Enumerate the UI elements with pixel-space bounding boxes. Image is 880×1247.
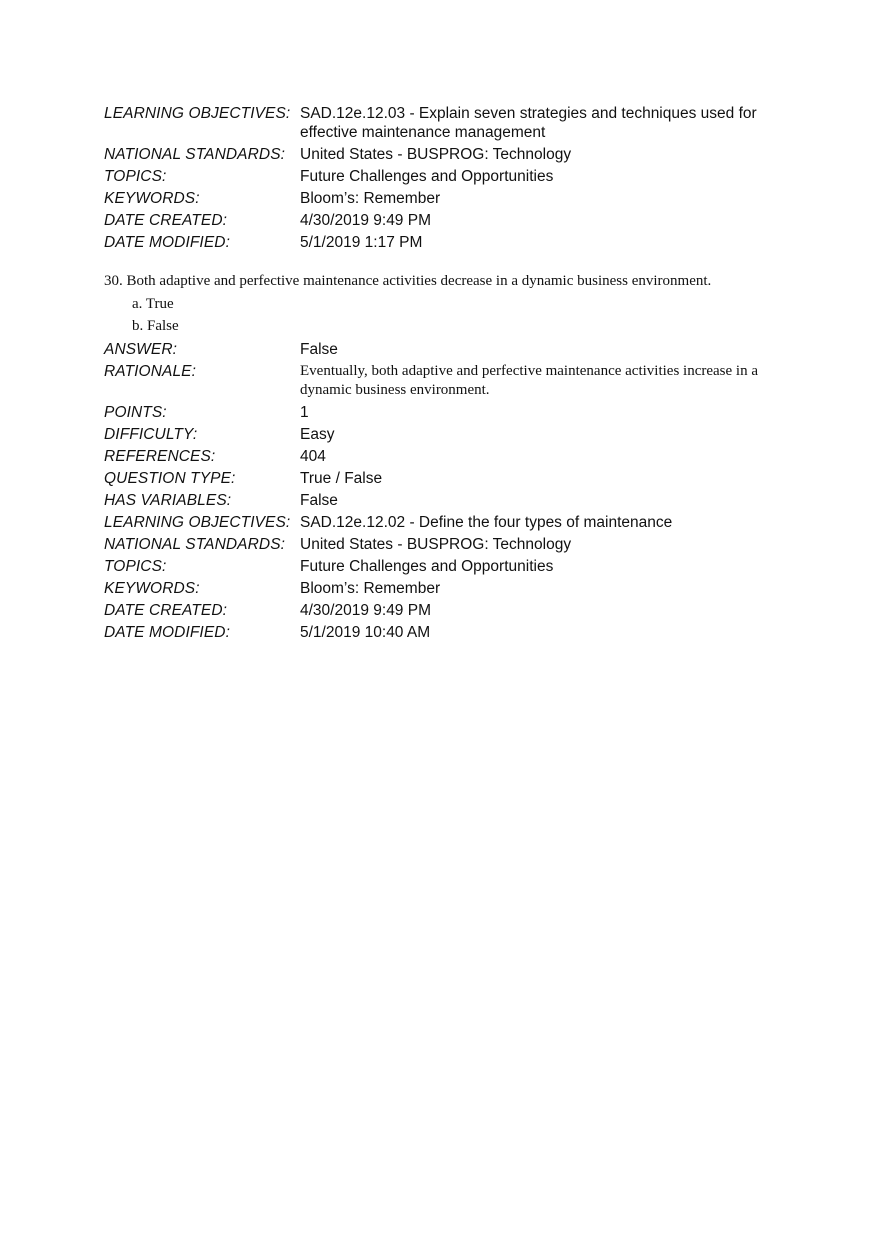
meta-label: KEYWORDS: xyxy=(104,190,200,207)
meta-row-national-standards xyxy=(104,145,784,164)
meta-value: Future Challenges and Opportunities xyxy=(300,558,554,575)
answer-options xyxy=(104,293,784,337)
meta-label: KEYWORDS: xyxy=(104,580,200,597)
question-metadata xyxy=(104,340,784,642)
question-text: 30. Both adaptive and perfective maintenance activities decrease in a dynamic business environment. xyxy=(104,273,712,289)
meta-row-references xyxy=(104,447,784,466)
meta-label: QUESTION TYPE: xyxy=(104,470,236,487)
meta-label: DATE MODIFIED: xyxy=(104,234,230,251)
meta-label: NATIONAL STANDARDS: xyxy=(104,536,286,553)
meta-value: False xyxy=(300,492,338,509)
meta-row-learning-objectives xyxy=(104,104,784,142)
meta-row-date-modified xyxy=(104,233,784,252)
meta-value: 4/30/2019 9:49 PM xyxy=(300,212,431,229)
meta-row-topics xyxy=(104,557,784,576)
previous-question-metadata xyxy=(104,104,784,252)
document-page xyxy=(104,104,784,645)
meta-row-difficulty xyxy=(104,425,784,444)
meta-row-date-created xyxy=(104,601,784,620)
meta-label: DATE CREATED: xyxy=(104,212,228,229)
meta-label: TOPICS: xyxy=(104,558,167,575)
meta-label: ANSWER: xyxy=(104,341,178,358)
meta-value: Bloom’s: Remember xyxy=(300,580,441,597)
meta-value: 1 xyxy=(300,404,309,421)
meta-value: 5/1/2019 1:17 PM xyxy=(300,234,423,251)
option-true: a. True xyxy=(132,296,174,312)
meta-label: LEARNING OBJECTIVES: xyxy=(104,105,291,122)
meta-label: TOPICS: xyxy=(104,168,167,185)
meta-row-date-created xyxy=(104,211,784,230)
meta-value: 5/1/2019 10:40 AM xyxy=(300,624,431,641)
option-false: b. False xyxy=(132,318,179,334)
meta-value: True / False xyxy=(300,470,383,487)
meta-value: Future Challenges and Opportunities xyxy=(300,168,554,185)
meta-row-date-modified xyxy=(104,623,784,642)
meta-row-learning-objectives xyxy=(104,513,784,532)
meta-row-keywords xyxy=(104,579,784,598)
meta-label: DATE CREATED: xyxy=(104,602,228,619)
meta-value: Bloom’s: Remember xyxy=(300,190,441,207)
meta-label: RATIONALE: xyxy=(104,363,197,380)
meta-row-national-standards xyxy=(104,535,784,554)
meta-label: REFERENCES: xyxy=(104,448,216,465)
meta-value: 4/30/2019 9:49 PM xyxy=(300,602,431,619)
meta-label: HAS VARIABLES: xyxy=(104,492,232,509)
meta-row-question-type xyxy=(104,469,784,488)
meta-row-points xyxy=(104,403,784,422)
meta-value: United States - BUSPROG: Technology xyxy=(300,146,572,163)
meta-row-topics xyxy=(104,167,784,186)
meta-value: Easy xyxy=(300,426,335,443)
meta-row-keywords xyxy=(104,189,784,208)
meta-value: Eventually, both adaptive and perfective maintenance activities increase in a dynamic business environment. xyxy=(300,363,758,398)
meta-label: DIFFICULTY: xyxy=(104,426,198,443)
meta-value: 404 xyxy=(300,448,326,465)
meta-row-rationale xyxy=(104,362,784,400)
meta-row-has-variables xyxy=(104,491,784,510)
meta-value: False xyxy=(300,341,338,358)
meta-value: SAD.12e.12.02 - Define the four types of maintenance xyxy=(300,514,673,531)
meta-row-answer xyxy=(104,340,784,359)
meta-label: DATE MODIFIED: xyxy=(104,624,230,641)
meta-value: United States - BUSPROG: Technology xyxy=(300,536,572,553)
meta-value: SAD.12e.12.03 - Explain seven strategies and techniques used for effective maintenance management xyxy=(300,105,757,141)
meta-label: LEARNING OBJECTIVES: xyxy=(104,514,291,531)
meta-label: POINTS: xyxy=(104,404,167,421)
meta-label: NATIONAL STANDARDS: xyxy=(104,146,286,163)
